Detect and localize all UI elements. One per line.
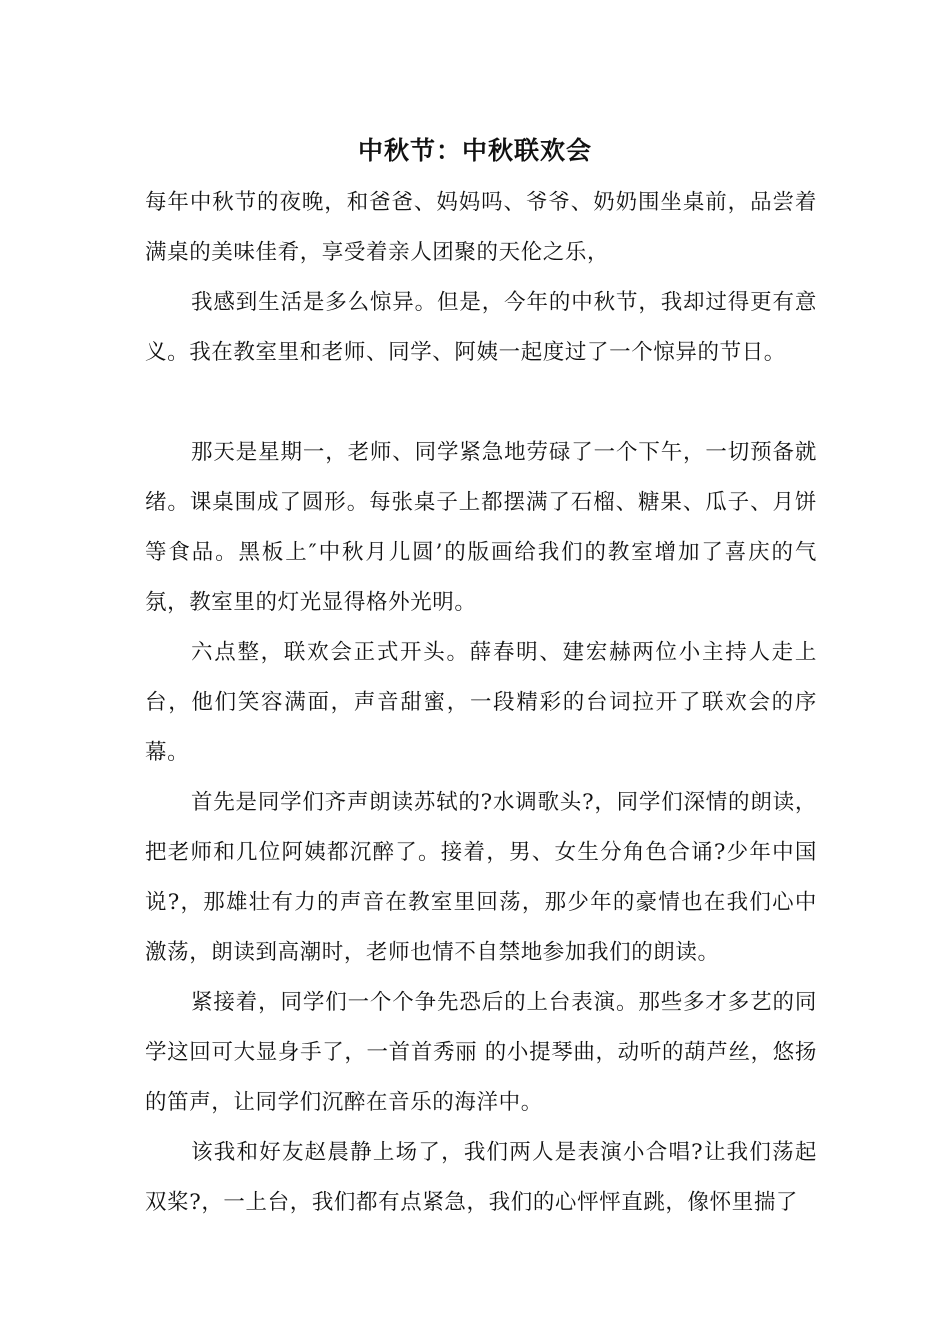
document-title: 中秋节：中秋联欢会 bbox=[357, 136, 592, 165]
document-body bbox=[145, 178, 817, 1228]
paragraph-4: 六点整，联欢会正式开头。薛春明、建宏赫两位小主持人走上台，他们笑容满面，声音甜蜜，一段精彩的台词拉开了联欢会的序幕。 bbox=[145, 640, 817, 765]
paragraph-1: 每年中秋节的夜晚，和爸爸、妈妈吗、爷爷、奶奶围坐桌前，品尝着满桌的美味佳肴，享受着亲人团聚的天伦之乐， bbox=[145, 190, 817, 265]
paragraph-2: 我感到生活是多么惊异。但是，今年的中秋节，我却过得更有意义。我在教室里和老师、同学、阿姨一起度过了一个惊异的节日。 bbox=[145, 290, 817, 365]
paragraph-3: 那天是星期一，老师、同学紧急地劳碌了一个下午，一切预备就绪。课桌围成了圆形。每张桌子上都摆满了石榴、糖果、瓜子、月饼等食品。黑板上″中秋月儿圆’的版画给我们的教室增加了喜庆的气氛，教室里的灯光显得格外光明。 bbox=[145, 440, 817, 615]
paragraph-5: 首先是同学们齐声朗读苏轼的?水调歌头?，同学们深情的朗读，把老师和几位阿姨都沉醉了。接着，男、女生分角色合诵?少年中国说?，那雄壮有力的声音在教室里回荡，那少年的豪情也在我们心中激荡，朗读到高潮时，老师也情不自禁地参加我们的朗读。 bbox=[145, 790, 817, 965]
paragraph-spacer bbox=[145, 378, 817, 428]
paragraph-6: 紧接着，同学们一个个争先恐后的上台表演。那些多才多艺的同学这回可大显身手了，一首首秀丽 的小提琴曲，动听的葫芦丝，悠扬的笛声，让同学们沉醉在音乐的海洋中。 bbox=[145, 990, 817, 1115]
paragraph-7: 该我和好友赵晨静上场了，我们两人是表演小合唱?让我们荡起双桨?，一上台，我们都有点紧急，我们的心怦怦直跳，像怀里揣了 bbox=[145, 1140, 817, 1215]
